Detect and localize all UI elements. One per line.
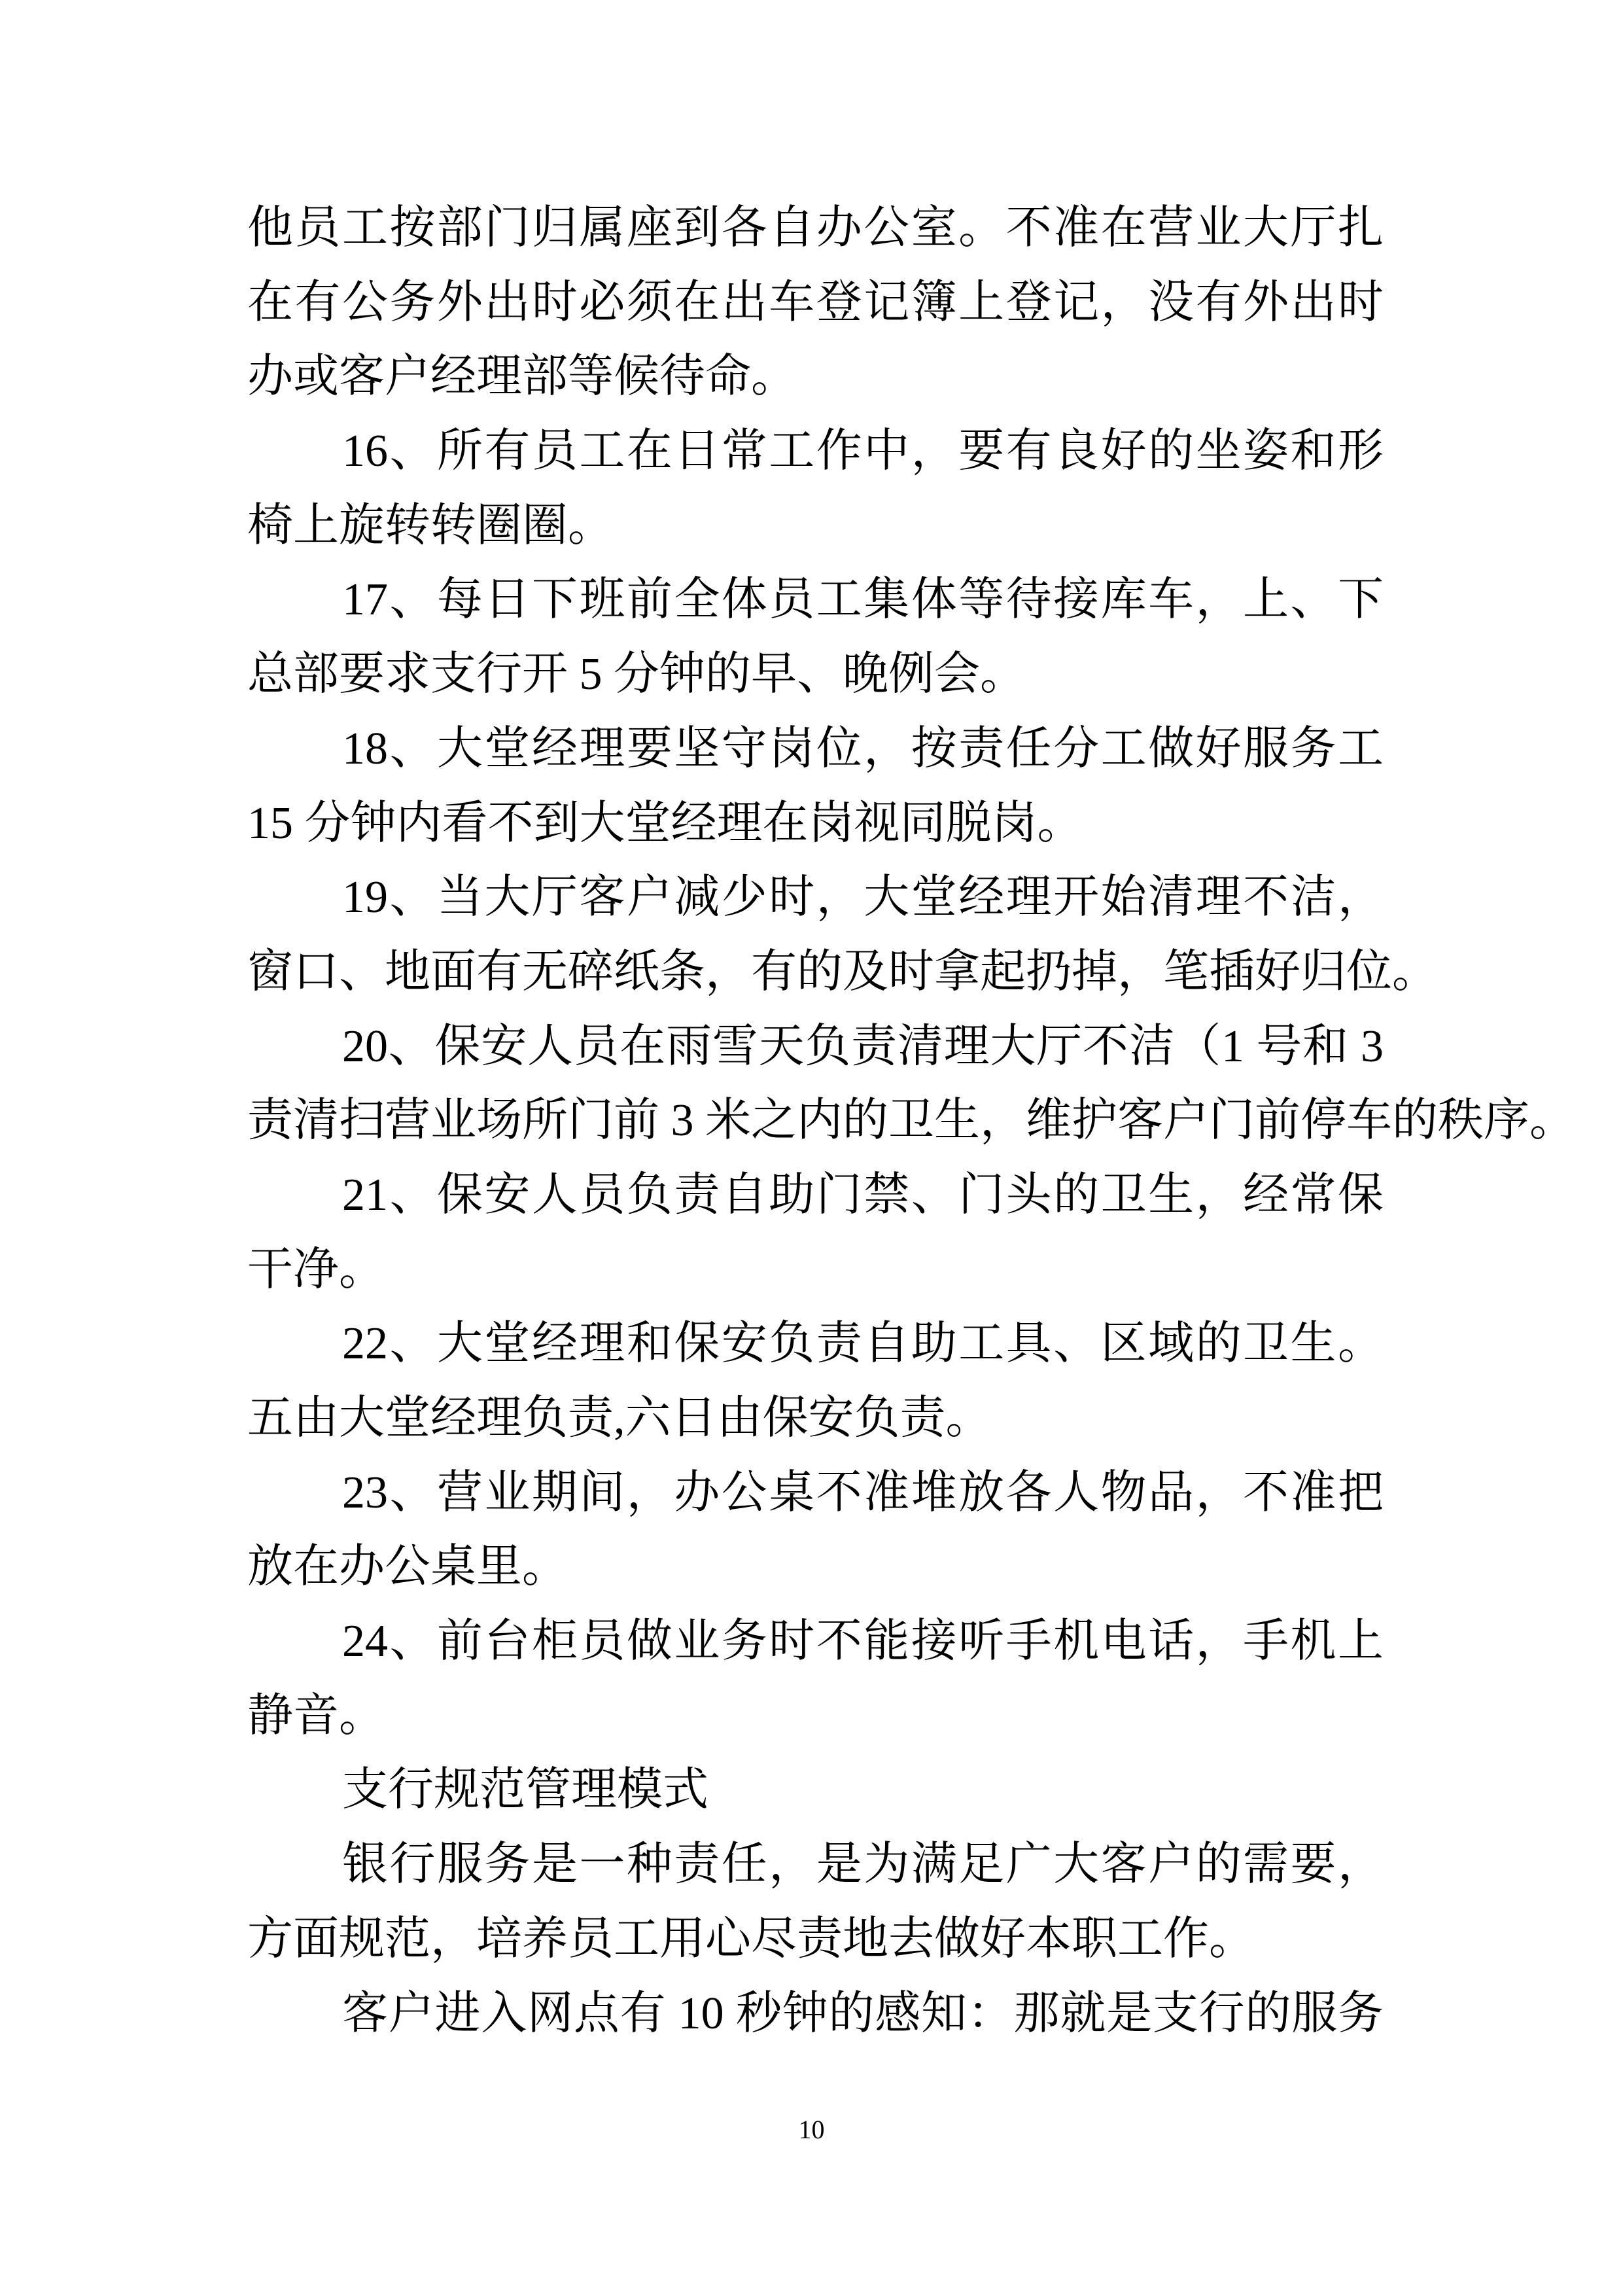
- text-line: 15 分钟内看不到大堂经理在岗视同脱岗。: [247, 798, 1083, 849]
- text-line: 干净。: [247, 1244, 385, 1295]
- text-line: 总部要求支行开 5 分钟的早、晚例会。: [247, 649, 1026, 700]
- document-body: [247, 191, 1575, 2051]
- text-line: 窗口、地面有无碎纸条，有的及时拿起扔掉，笔插好归位。: [247, 946, 1438, 997]
- text-line: 16、所有员工在日常工作中，要有良好的坐姿和形: [342, 426, 1384, 477]
- text-line: 银行服务是一种责任，是为满足广大客户的需要，: [342, 1839, 1384, 1890]
- text-line: 21、保安人员负责自助门禁、门头的卫生，经常保: [342, 1169, 1384, 1220]
- text-line: 支行规范管理模式: [342, 1765, 708, 1816]
- text-line: 19、当大厅客户减少时，大堂经理开始清理不洁，: [342, 872, 1384, 923]
- text-line: 静音。: [247, 1690, 385, 1741]
- text-line: 23、营业期间，办公桌不准堆放各人物品，不准把: [342, 1467, 1384, 1518]
- text-line: 放在办公桌里。: [247, 1542, 568, 1593]
- text-line: 客户进入网点有 10 秒钟的感知：那就是支行的服务: [342, 1988, 1384, 2039]
- text-line: 18、大堂经理要坚守岗位，按责任分工做好服务工: [342, 723, 1384, 774]
- text-line: 办或客户经理部等候待命。: [247, 351, 797, 402]
- text-line: 20、保安人员在雨雪天负责清理大厅不洁（1 号和 3: [342, 1021, 1384, 1072]
- text-line: 椅上旋转转圈圈。: [247, 500, 614, 551]
- page-number: 10: [798, 2115, 825, 2144]
- text-line: 24、前台柜员做业务时不能接听手机电话，手机上: [342, 1616, 1384, 1667]
- text-line: 他员工按部门归属座到各自办公室。不准在营业大厅扎: [247, 203, 1384, 253]
- text-line: 责清扫营业场所门前 3 米之内的卫生，维护客户门前停车的秩序。: [247, 1095, 1575, 1146]
- text-line: 五由大堂经理负责,六日由保安负责。: [247, 1393, 992, 1443]
- text-line: 22、大堂经理和保安负责自助工具、区域的卫生。: [342, 1318, 1384, 1369]
- text-line: 在有公务外出时必须在出车登记簿上登记，没有外出时: [247, 277, 1384, 328]
- text-line: 17、每日下班前全体员工集体等待接库车，上、下: [342, 574, 1384, 626]
- text-line: 方面规范，培养员工用心尽责地去做好本职工作。: [247, 1913, 1255, 1964]
